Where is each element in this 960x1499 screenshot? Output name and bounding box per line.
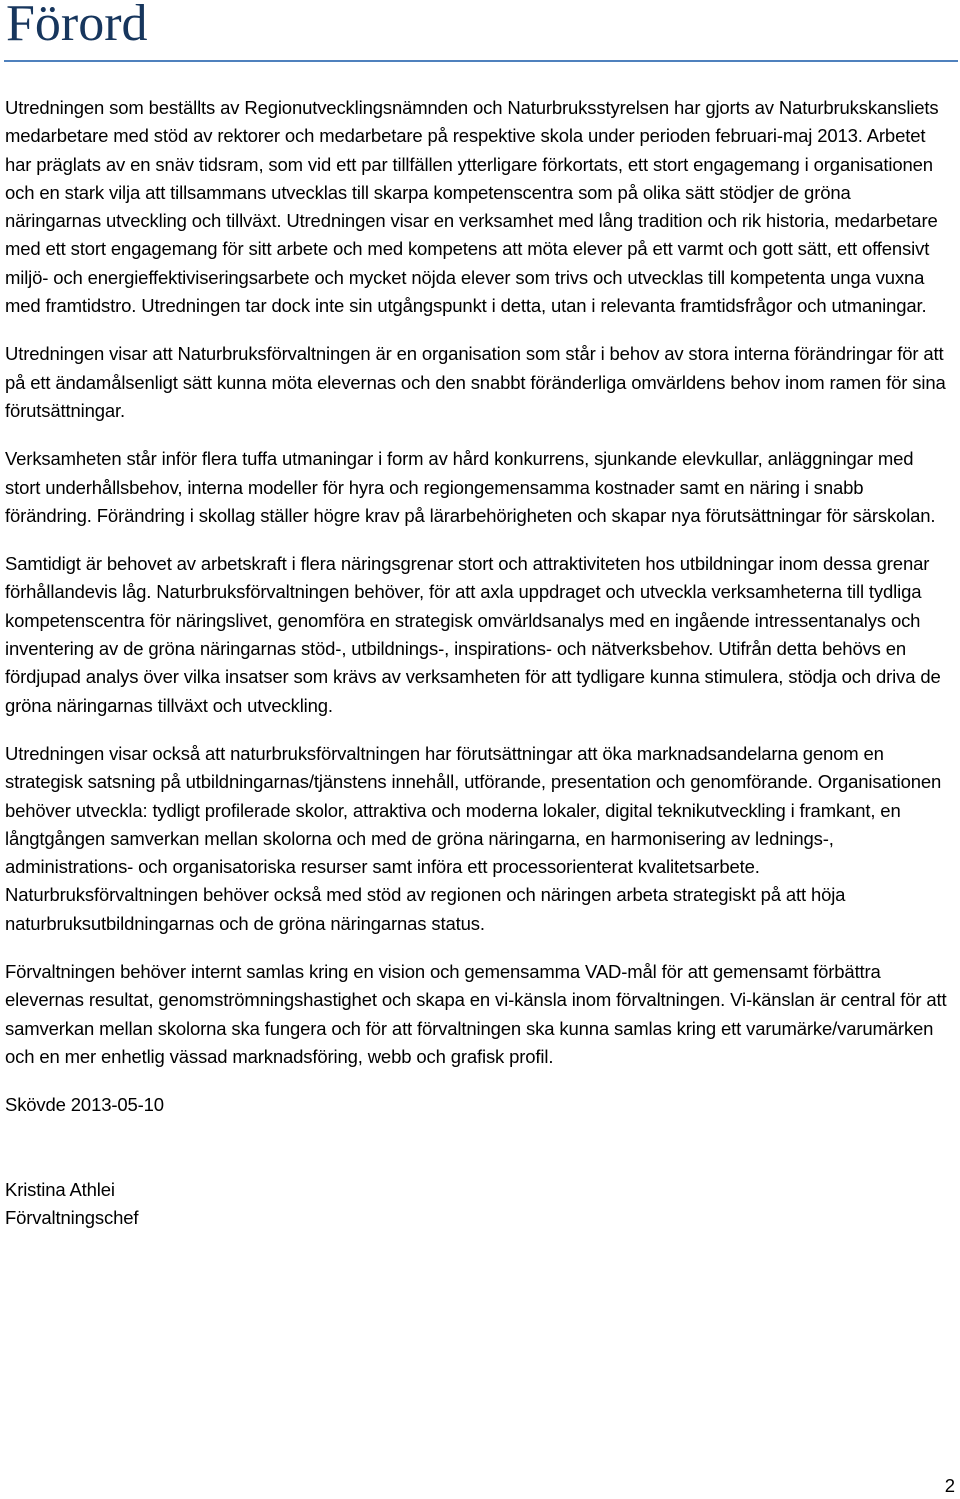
page-title: Förord [6,0,148,52]
paragraph-5: Utredningen visar också att naturbruksförvaltningen har förutsättningar att öka marknadsandelarna genom en strategisk satsning på utbildningarnas/tjänstens innehåll, utförande, presentation och genomförande. Organisationen behöver utveckla: tydligt profilerade skolor, attraktiva och moderna lokaler, digital teknikutveckling i framkant, en långtgången samverkan mellan skolorna och med de gröna näringarna, en harmonisering av lednings-, administrations- och organisatoriska resurser samt införa ett processorienterat kvalitetsarbete. Naturbruksförvaltningen behöver också med stöd av regionen och näringen arbeta strategiskt på att höja naturbruksutbildningarnas och de gröna näringarnas status. [5,742,942,934]
paragraph-6: Förvaltningen behöver internt samlas kring en vision och gemensamma VAD-mål för att gemensamt förbättra elevernas resultat, genomströmningshastighet och skapa en vi-känsla inom förvaltningen. Vi-känslan är central för att samverkan mellan skolorna ska fungera och för att förvaltningen ska kunna samlas kring ett varumärke/varumärken och en mer enhetlig vässad marknadsföring, webb och grafisk profil. [5,961,947,1067]
place-date: Skövde 2013-05-10 [5,1094,164,1116]
heading-divider [4,60,958,62]
paragraph-1: Utredningen som beställts av Regionutvecklingsnämnden och Naturbruksstyrelsen har gjorts av Naturbrukskansliets medarbetare med stöd av rektorer och medarbetare på respektive skola under perioden februari-maj 2013. Arbetet har präglats av en snäv tidsram, som vid ett par tillfällen ytterligare förkortats, ett stort engagemang i organisationen och en stark vilja att tillsammans utvecklas till skarpa kompetenscentra som på olika sätt stödjer de gröna näringarnas utveckling och tillväxt. Utredningen visar en verksamhet med lång tradition och rik historia, medarbetare med ett stort engagemang för sitt arbete och med kompetens att möta elever på ett varmt och gott sätt, ett offensivt miljö- och energieffektiviseringsarbete och mycket nöjda elever som trivs och utvecklas till kompetenta unga vuxna med framtidstro. Utredningen tar dock inte sin utgångspunkt i detta, utan i relevanta framtidsfrågor och utmaningar. [5,97,939,317]
paragraph-4: Samtidigt är behovet av arbetskraft i flera näringsgrenar stort och attraktiviteten hos utbildningar inom dessa grenar förhållandevis låg. Naturbruksförvaltningen behöver, för att axla uppdraget och utveckla verksamheterna till tydliga kompetenscentra för näringslivet, genomföra en strategisk omvärldsanalys med en ingående intressentanalys och inventering av de gröna näringarnas stöd-, utbildnings-, inspirations- och nätverksbehov. Utifrån detta behövs en fördjupad analys över vilka insatser som krävs av verksamheten för att tydligare kunna stimulera, stödja och driva de gröna näringarnas tillväxt och utveckling. [5,553,941,716]
document-body [5,94,947,1232]
paragraph-2: Utredningen visar att Naturbruksförvaltningen är en organisation som står i behov av stora interna förändringar för att på ett ändamålsenligt sätt kunna möta elevernas och den snabbt föränderliga omvärldens behov inom ramen för sina förutsättningar. [5,343,946,421]
signatory-name: Kristina Athlei [5,1178,115,1200]
paragraph-3: Verksamheten står inför flera tuffa utmaningar i form av hård konkurrens, sjunkande elevkullar, anläggningar med stort underhållsbehov, interna modeller för hyra och regiongemensamma kostnader samt en näring i snabb förändring. Förändring i skollag ställer högre krav på lärarbehörigheten och skapar nya förutsättningar för särskolan. [5,448,936,526]
signature-block [5,1176,947,1233]
page-number: 2 [944,1475,955,1496]
signatory-title: Förvaltningschef [5,1206,139,1228]
